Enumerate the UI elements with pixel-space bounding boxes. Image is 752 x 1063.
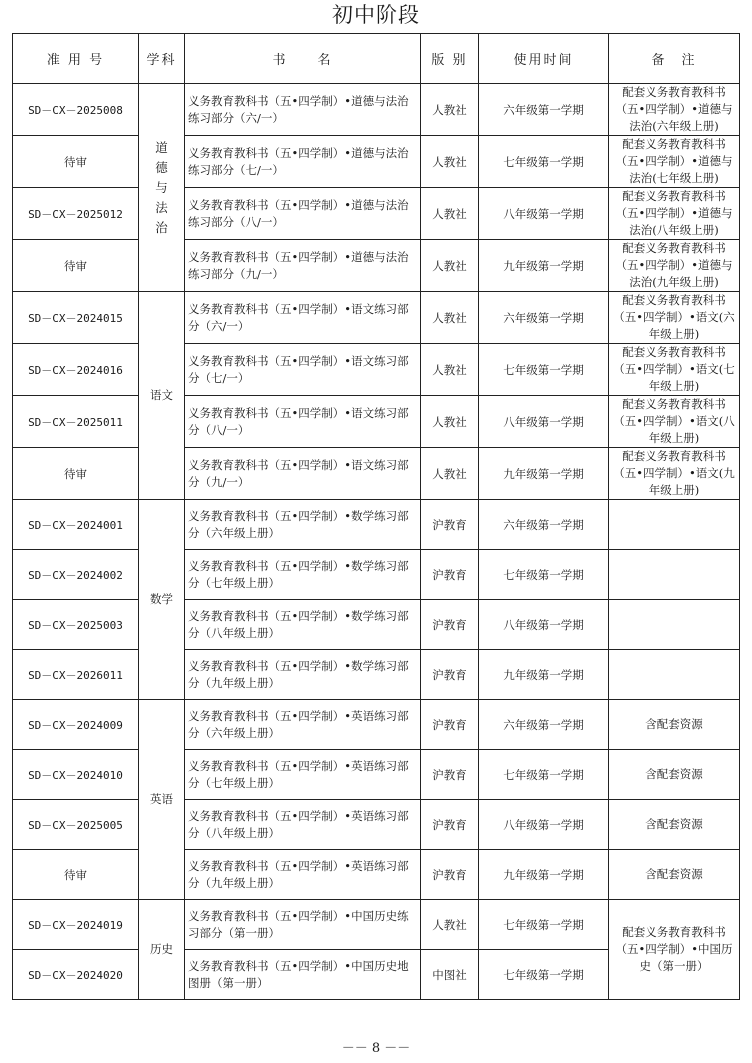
table-row (13, 650, 740, 700)
row-code: SD－CX－2024015 (13, 292, 139, 344)
row-code: SD－CX－2024010 (13, 750, 139, 800)
table-row (13, 800, 740, 850)
row-title: 义务教育教科书（五•四学制）•英语练习部分（七年级上册） (185, 750, 421, 800)
row-title: 义务教育教科书（五•四学制）•中国历史地图册（第一册） (185, 950, 421, 1000)
row-publisher: 人教社 (421, 136, 479, 188)
row-time: 六年级第一学期 (479, 84, 609, 136)
row-title: 义务教育教科书（五•四学制）•数学练习部分（八年级上册） (185, 600, 421, 650)
row-publisher: 人教社 (421, 900, 479, 950)
row-title: 义务教育教科书（五•四学制）•语文练习部分（六/一） (185, 292, 421, 344)
row-code: 待审 (13, 136, 139, 188)
header-title: 书 名 (185, 34, 421, 84)
row-publisher: 沪教育 (421, 500, 479, 550)
subject-cell (139, 84, 185, 292)
row-title: 义务教育教科书（五•四学制）•道德与法治练习部分（六/一） (185, 84, 421, 136)
row-publisher: 人教社 (421, 448, 479, 500)
table-row (13, 850, 740, 900)
row-title: 义务教育教科书（五•四学制）•语文练习部分（八/一） (185, 396, 421, 448)
row-code: SD－CX－2024001 (13, 500, 139, 550)
row-code: SD－CX－2024020 (13, 950, 139, 1000)
header-subject: 学科 (139, 34, 185, 84)
table-row (13, 448, 740, 500)
subject-label: 道德与法治 (155, 139, 168, 235)
table-row (13, 396, 740, 448)
row-publisher: 中图社 (421, 950, 479, 1000)
header-publisher: 版 别 (421, 34, 479, 84)
table-row (13, 292, 740, 344)
row-note: 配套义务教育教科书（五•四学制）•语文(七年级上册) (609, 344, 740, 396)
row-title: 义务教育教科书（五•四学制）•英语练习部分（八年级上册） (185, 800, 421, 850)
row-title: 义务教育教科书（五•四学制）•数学练习部分（九年级上册） (185, 650, 421, 700)
row-code: SD－CX－2025012 (13, 188, 139, 240)
row-time: 七年级第一学期 (479, 550, 609, 600)
header-time: 使用时间 (479, 34, 609, 84)
row-publisher: 沪教育 (421, 750, 479, 800)
row-code: SD－CX－2025005 (13, 800, 139, 850)
row-code: SD－CX－2024019 (13, 900, 139, 950)
subject-cell (139, 700, 185, 900)
row-note: 配套义务教育教科书（五•四学制）•语文(八年级上册) (609, 396, 740, 448)
subject-cell (139, 500, 185, 700)
row-time: 七年级第一学期 (479, 950, 609, 1000)
row-publisher: 沪教育 (421, 550, 479, 600)
row-note: 配套义务教育教科书（五•四学制）•道德与法治(七年级上册) (609, 136, 740, 188)
row-title: 义务教育教科书（五•四学制）•道德与法治练习部分（九/一） (185, 240, 421, 292)
row-time: 八年级第一学期 (479, 600, 609, 650)
row-code: SD－CX－2025008 (13, 84, 139, 136)
row-note: 配套义务教育教科书（五•四学制）•语文(九年级上册) (609, 448, 740, 500)
table-row (13, 750, 740, 800)
row-code: 待审 (13, 448, 139, 500)
subject-label: 英语 (150, 792, 173, 806)
row-note-merged: 配套义务教育教科书（五•四学制）•中国历史（第一册） (609, 900, 740, 1000)
row-time: 六年级第一学期 (479, 500, 609, 550)
page-title: 初中阶段 (332, 3, 420, 27)
subject-label: 数学 (150, 592, 173, 606)
row-title: 义务教育教科书（五•四学制）•数学练习部分（七年级上册） (185, 550, 421, 600)
row-time: 六年级第一学期 (479, 700, 609, 750)
row-time: 九年级第一学期 (479, 650, 609, 700)
row-publisher: 沪教育 (421, 650, 479, 700)
row-publisher: 沪教育 (421, 600, 479, 650)
header-code: 准 用 号 (13, 34, 139, 84)
table-row (13, 84, 740, 136)
row-note: 配套义务教育教科书（五•四学制）•道德与法治(九年级上册) (609, 240, 740, 292)
table-row (13, 500, 740, 550)
row-time: 七年级第一学期 (479, 344, 609, 396)
subject-label: 语文 (150, 388, 173, 402)
row-note: 含配套资源 (609, 800, 740, 850)
row-publisher: 人教社 (421, 396, 479, 448)
row-note (609, 650, 740, 700)
row-note: 含配套资源 (609, 850, 740, 900)
row-note: 配套义务教育教科书（五•四学制）•语文(六年级上册) (609, 292, 740, 344)
table-header-row (13, 34, 740, 84)
row-code: SD－CX－2025011 (13, 396, 139, 448)
row-note (609, 500, 740, 550)
row-title: 义务教育教科书（五•四学制）•道德与法治练习部分（七/一） (185, 136, 421, 188)
row-time: 八年级第一学期 (479, 188, 609, 240)
row-publisher: 沪教育 (421, 700, 479, 750)
table-row (13, 136, 740, 188)
subject-cell (139, 292, 185, 500)
row-note (609, 600, 740, 650)
table-row (13, 900, 740, 950)
header-note: 备 注 (609, 34, 740, 84)
row-time: 七年级第一学期 (479, 136, 609, 188)
row-title: 义务教育教科书（五•四学制）•英语练习部分（六年级上册） (185, 700, 421, 750)
table-row (13, 600, 740, 650)
page-number: －－ 8 －－ (341, 1041, 411, 1056)
row-title: 义务教育教科书（五•四学制）•道德与法治练习部分（八/一） (185, 188, 421, 240)
row-publisher: 人教社 (421, 292, 479, 344)
table-row (13, 188, 740, 240)
row-note: 含配套资源 (609, 750, 740, 800)
row-title: 义务教育教科书（五•四学制）•语文练习部分（九/一） (185, 448, 421, 500)
row-publisher: 人教社 (421, 240, 479, 292)
row-code: SD－CX－2026011 (13, 650, 139, 700)
row-code: 待审 (13, 850, 139, 900)
row-publisher: 人教社 (421, 344, 479, 396)
row-title: 义务教育教科书（五•四学制）•数学练习部分（六年级上册） (185, 500, 421, 550)
row-publisher: 人教社 (421, 84, 479, 136)
row-note: 含配套资源 (609, 700, 740, 750)
row-code: 待审 (13, 240, 139, 292)
row-title: 义务教育教科书（五•四学制）•中国历史练习部分（第一册） (185, 900, 421, 950)
table-row (13, 344, 740, 396)
row-time: 七年级第一学期 (479, 900, 609, 950)
row-publisher: 沪教育 (421, 850, 479, 900)
textbook-catalog-table (12, 33, 740, 1000)
row-time: 八年级第一学期 (479, 800, 609, 850)
row-note (609, 550, 740, 600)
row-time: 九年级第一学期 (479, 850, 609, 900)
row-time: 九年级第一学期 (479, 240, 609, 292)
row-time: 九年级第一学期 (479, 448, 609, 500)
row-title: 义务教育教科书（五•四学制）•语文练习部分（七/一） (185, 344, 421, 396)
row-title: 义务教育教科书（五•四学制）•英语练习部分（九年级上册） (185, 850, 421, 900)
row-code: SD－CX－2024009 (13, 700, 139, 750)
row-time: 六年级第一学期 (479, 292, 609, 344)
row-code: SD－CX－2024016 (13, 344, 139, 396)
row-publisher: 沪教育 (421, 800, 479, 850)
subject-cell (139, 900, 185, 1000)
table-row (13, 550, 740, 600)
row-time: 七年级第一学期 (479, 750, 609, 800)
table-row (13, 240, 740, 292)
row-code: SD－CX－2024002 (13, 550, 139, 600)
row-note: 配套义务教育教科书（五•四学制）•道德与法治(八年级上册) (609, 188, 740, 240)
row-time: 八年级第一学期 (479, 396, 609, 448)
row-note: 配套义务教育教科书（五•四学制）•道德与法治(六年级上册) (609, 84, 740, 136)
row-publisher: 人教社 (421, 188, 479, 240)
table-row (13, 700, 740, 750)
subject-label: 历史 (150, 942, 173, 956)
row-code: SD－CX－2025003 (13, 600, 139, 650)
